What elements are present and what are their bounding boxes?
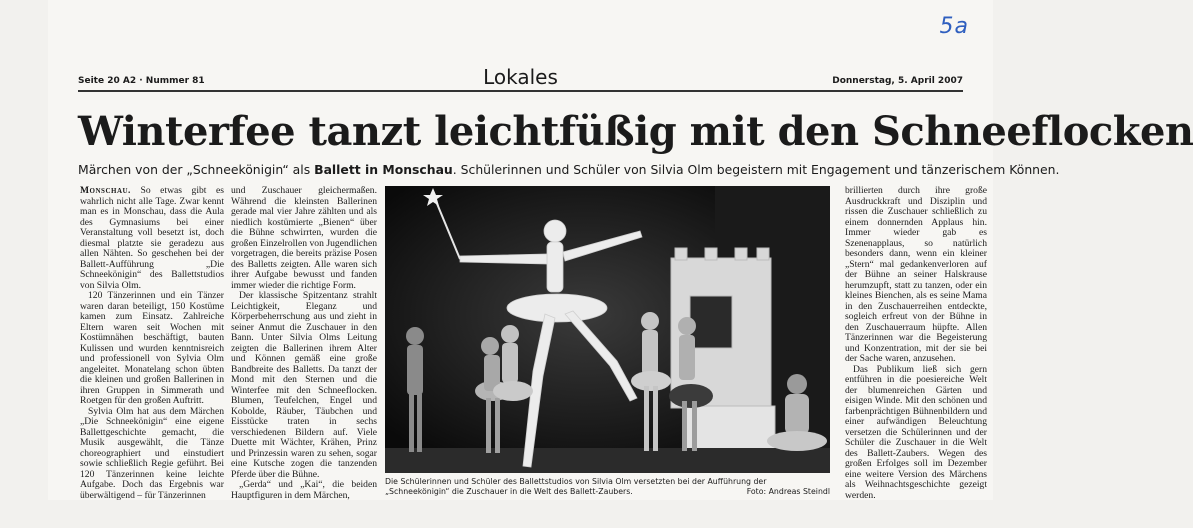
subline-bold: Ballett in Monschau	[314, 162, 453, 177]
paragraph: Der klassische Spitzentanz strahlt Leichtigkeit, Eleganz und Körperbeherrschung aus und zieht in seiner Anmut die Zuschauer in den Bann. Unter Silvia Olms Leitung zeigten die Ballerinen ihrem Alter und Können gemäß eine große Bandbreite des Balletts. Da tanzt der Mond mit den Sternen und die Winterfee mit den Schneeflocken. Blumen, Teufelchen, Engel und Kobolde, Räuber, Täubchen und Eisstücke traten in sechs verschiedenen Bildern auf. Viele Duette mit Wächter, Krähen, Prinz und Prinzessin waren zu sehen, sogar eine Kutsche zogen die tanzenden Pferde über die Bühne.	[231, 290, 377, 480]
subline-part1: Märchen von der „Schneekönigin“ als	[78, 162, 315, 177]
ballet-photo	[385, 186, 830, 473]
subline-part2: . Schülerinnen und Schüler von Silvia Olm begeistern mit Engagement und tänzerischem Können.	[452, 162, 1060, 177]
paragraph: und Zuschauer gleichermaßen. Während die kleinsten Ballerinen gerade mal vier Jahre zählten und als niedlich kostümierte „Bienen“ über die Bühne schwirrten, wurden die großen Einzelrollen von Jugendlichen vorgetragen, die bereits präzise Posen des Balletts zeigten. Alle waren sich ihrer Aufgabe bewusst und fanden immer wieder die richtige Form.	[231, 185, 377, 291]
dateline: Monschau.	[80, 185, 131, 196]
issue-date: Donnerstag, 5. April 2007	[832, 76, 963, 86]
article-subheadline	[78, 162, 1060, 177]
article-column-2	[231, 185, 377, 501]
page-header	[78, 66, 963, 92]
section-title: Lokales	[483, 65, 558, 89]
article-column-1	[80, 185, 224, 501]
paragraph: Monschau. So etwas gibt es wahrlich nicht alle Tage. Zwar kennt man es in Monschau, dass die Aula des Gymnasiums bei einer Veranstaltung voll besetzt ist, doch diesmal platzte sie geradezu aus allen Nähten. So geschehen bei der Ballett-Aufführung „Die Schneekönigin“ des Ballettstudios von Silvia Olm.	[80, 185, 224, 291]
paragraph: brillierten durch ihre große Ausdruckkraft und Disziplin und rissen die Zuschauer schließlich zu einem donnernden Applaus hin. Immer wieder gab es Szenenapplaus, so natürlich besonders dann, wenn ein kleiner „Stern“ mal gedankenverloren auf der Bühne an seiner Halskrause herumzupft, statt zu tanzen, oder ein kleines Bienchen, als es seine Mama in den Zuschauerreihen entdeckte, sogleich erfreut von der Bühne in den Zuschauerraum hüpfte. Allen Tänzerinnen war die Begeisterung und Konzentration, mit der sie bei der Sache waren, anzusehen.	[845, 185, 987, 364]
paragraph: Sylvia Olm hat aus dem Märchen „Die Schneekönigin“ eine eigene Ballettgeschichte gemacht, die Musik ausgewählt, die Tänze choreographiert und einstudiert sowie schließlich Regie geführt. Bei 120 Tänzerinnen keine leichte Aufgabe. Doch das Ergebnis war überwältigend – für Tänzerinnen	[80, 405, 224, 501]
handwritten-page-mark: 5a	[939, 14, 969, 39]
ballet-stage-illustration	[385, 186, 830, 473]
article-column-3	[845, 185, 987, 501]
photo-caption	[385, 477, 830, 496]
paragraph: 120 Tänzerinnen und ein Tänzer waren daran beteiligt, 150 Kostüme kamen zum Einsatz. Zahlreiche Eltern waren seit Wochen mit Kostümnähen beschäftigt, bauten Kulissen und wurden kenntnisreich und professionell von Sylvia Olm angeleitet. Monatelang schon übten die kleinen und großen Ballerinen in ihren Gruppen in Simmerath und Roetgen für den großen Auftritt.	[80, 290, 224, 406]
article-headline: Winterfee tanzt leichtfüßig mit den Schneeflocken	[78, 108, 1193, 155]
newspaper-page	[48, 0, 1193, 501]
caption-text: Die Schülerinnen und Schüler des Ballettstudios von Silvia Olm versetzten bei der Aufführung der „Schneekönigin“ die Zuschauer in die Welt des Ballett-Zaubers.	[385, 477, 767, 496]
photo-credit: Foto: Andreas Steindl	[746, 486, 830, 496]
paragraph: „Gerda“ und „Kai“, die beiden Hauptfiguren in dem Märchen,	[231, 479, 377, 501]
paragraph: Das Publikum ließ sich gern entführen in die poesiereiche Welt der blumenreichen Gärten und eisigen Winde. Mit den schönen und farbenprächtigen Bühnenbildern und einer aufwändigen Beleuchtung versetzen die Schülerinnen und der Schüler die Zuschauer in die Welt des Ballett-Zaubers. Wegen des großen Erfolges soll im Dezember eine weitere Version des Märchens als Weihnachtsgeschichte gezeigt werden.	[845, 363, 987, 501]
page-number: Seite 20 A2 · Nummer 81	[78, 76, 205, 86]
